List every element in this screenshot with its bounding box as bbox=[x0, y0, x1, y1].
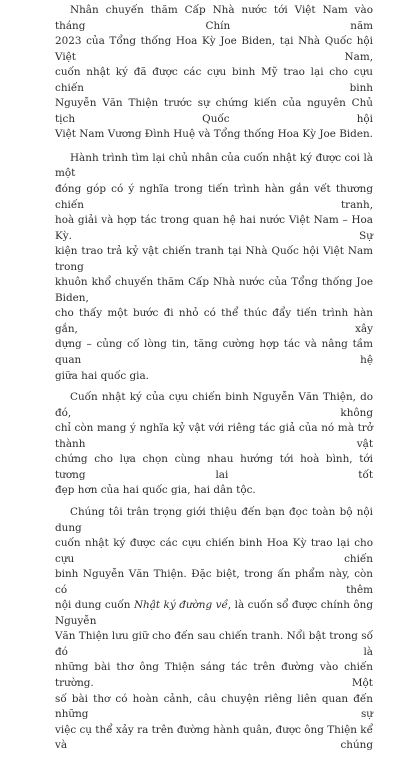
text-line: Cuốn nhật ký của cựu chiến binh Nguyễn Văn Thiện, do đó, không bbox=[55, 391, 373, 419]
text-line: hoà giải và hợp tác trong quan hệ hai nước Việt Nam – Hoa Kỳ. Sự bbox=[55, 214, 373, 242]
paragraph-3 bbox=[55, 390, 373, 499]
text-line: nội dung cuốn Nhật ký đường về, là cuốn sổ được chính ông Nguyễn bbox=[55, 599, 373, 627]
text-line: Văn Thiện lưu giữ cho đến sau chiến tranh. Nổi bật trong số đó là bbox=[55, 630, 373, 658]
text-line: Việt Nam Vương Đình Huệ và Tổng thống Hoa Kỳ Joe Biden. bbox=[55, 128, 373, 141]
paragraph-1 bbox=[55, 3, 373, 143]
text-line: chỉ còn mang ý nghĩa kỷ vật với riêng tác giả của nó mà trở thành vật bbox=[55, 422, 373, 450]
text-line: việc cụ thể xảy ra trên đường hành quân, được ông Thiện kể và chúng bbox=[55, 723, 373, 752]
text-line: Nhân chuyến thăm Cấp Nhà nước tới Việt Nam vào tháng Chín năm bbox=[55, 4, 373, 32]
text-line: cho thấy một bước đi nhỏ có thể thúc đẩy tiến trình hàn gắn, xây bbox=[55, 307, 373, 335]
text-line: những bài thơ ông Thiện sáng tác trên đường vào chiến trường. Một bbox=[55, 661, 373, 689]
text-line: cuốn nhật ký đã được các cựu binh Mỹ trao lại cho cựu chiến binh bbox=[55, 66, 373, 94]
text-line: giữa hai quốc gia. bbox=[55, 369, 149, 382]
text-line: đóng góp có ý nghĩa trong tiến trình hàn gắn vết thương chiến tranh, bbox=[55, 183, 373, 211]
text-line: cuốn nhật ký được các cựu chiến binh Hoa Kỳ trao lại cho cựu chiến bbox=[55, 537, 373, 565]
text-line: Chúng tôi trân trọng giới thiệu đến bạn đọc toàn bộ nội dung bbox=[55, 505, 373, 534]
paragraph-2 bbox=[55, 151, 373, 384]
text-line: 2023 của Tổng thống Hoa Kỳ Joe Biden, tại Nhà Quốc hội Việt Nam, bbox=[55, 35, 373, 63]
text-line: khuôn khổ chuyến thăm Cấp Nhà nước của Tổng thống Joe Biden, bbox=[55, 276, 373, 304]
text-line: Hành trình tìm lại chủ nhân của cuốn nhật ký được coi là một bbox=[55, 151, 373, 180]
paragraph-4 bbox=[55, 505, 373, 754]
text-line: Nguyễn Văn Thiện trước sự chứng kiến của nguyên Chủ tịch Quốc hội bbox=[55, 97, 373, 125]
body-text bbox=[55, 3, 373, 760]
text-line: kiện trao trả kỷ vật chiến tranh tại Nhà Quốc hội Việt Nam trong bbox=[55, 245, 373, 273]
book-title: Nhật ký đường về bbox=[133, 599, 228, 612]
text-line: dựng – củng cố lòng tin, tăng cường hợp tác và nâng tầm quan hệ bbox=[55, 338, 373, 367]
text-line: binh Nguyễn Văn Thiện. Đặc biệt, trong ấn phẩm này, còn có thêm bbox=[55, 568, 373, 596]
text-line: số bài thơ có hoàn cảnh, câu chuyện riêng liên quan đến những sự bbox=[55, 692, 373, 721]
text-line: đẹp hơn của hai quốc gia, hai dân tộc. bbox=[55, 484, 256, 497]
text-line: chứng cho lựa chọn cùng nhau hướng tới hoà bình, tới tương lai tốt bbox=[55, 453, 373, 481]
